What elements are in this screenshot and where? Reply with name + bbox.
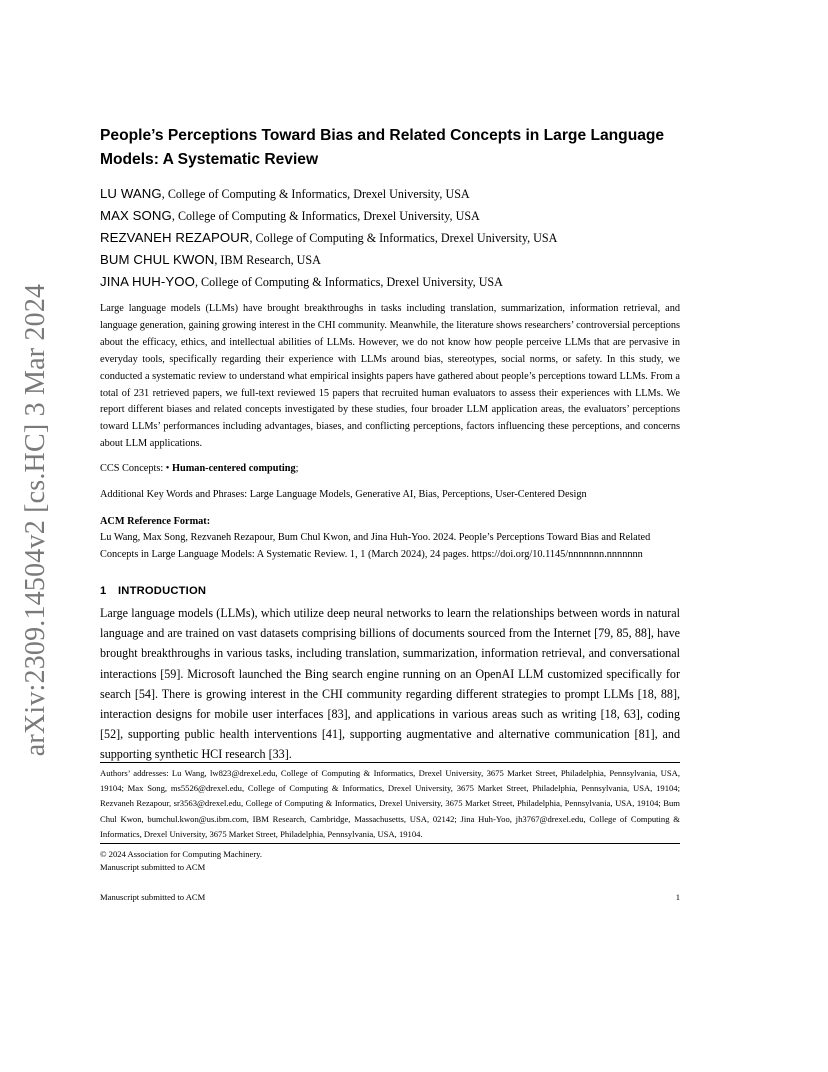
author-list — [100, 183, 680, 293]
author-name: REZVANEH REZAPOUR — [100, 230, 250, 245]
author-entry: REZVANEH REZAPOUR, College of Computing & Informatics, Drexel University, USA — [100, 230, 558, 245]
author-addresses-footnote: Authors’ addresses: Lu Wang, lw823@drexel.edu, College of Computing & Informatics, Drexel University, 3675 Market Street, Philadelphia, Pennsylvania, USA, 19104; Max Song, ms5526@drexel.edu, College of Computing & Informatics, Drexel University, 3675 Market Street, Philadelphia, Pennsylvania, USA, 19104; Rezvaneh Rezapour, sr3563@drexel.edu, College of Computing & Informatics, Drexel University, 3675 Market Street, Philadelphia, Pennsylvania, USA, 19104; Bum Chul Kwon, bumchul.kwon@us.ibm.com, IBM Research, Cambridge, Massachusetts, USA, 02142; Jina Huh-Yoo, jh3767@drexel.edu, College of Computing & Informatics, Drexel University, 3675 Market Street, Philadelphia, Pennsylvania, USA, 19104. — [100, 768, 680, 839]
paper-title: People’s Perceptions Toward Bias and Related Concepts in Large Language Models: A Systematic Review — [100, 127, 665, 168]
page-number: 1 — [675, 892, 680, 902]
page-footer — [100, 891, 680, 903]
author-name: LU WANG — [100, 186, 162, 201]
manuscript-notice: Manuscript submitted to ACM — [100, 862, 206, 873]
ccs-value: Human-centered computing — [171, 463, 296, 474]
author-affiliation: College of Computing & Informatics, Drexel University, USA — [255, 231, 558, 245]
footer-left-text: Manuscript submitted to ACM — [100, 892, 206, 902]
section-title: INTRODUCTION — [118, 585, 207, 597]
author-entry: BUM CHUL KWON, IBM Research, USA — [100, 252, 321, 267]
acm-reference-text: Lu Wang, Max Song, Rezvaneh Rezapour, Bum Chul Kwon, and Jina Huh-Yoo. 2024. People’s Perceptions Toward Bias and Related Concepts in Large Language Models: A Systematic Review. 1, 1 (March 2024), 24 pages. https://doi.org/10.1145/nnnnnnn.nnnnnnn — [100, 532, 651, 560]
section-heading — [100, 583, 680, 599]
acm-reference-heading: ACM Reference Format: — [100, 516, 211, 527]
author-affiliation: College of Computing & Informatics, Drexel University, USA — [201, 275, 503, 289]
footnote-divider — [100, 762, 680, 763]
copyright-line: © 2024 Association for Computing Machinery. — [100, 849, 263, 859]
keywords: Additional Key Words and Phrases: Large Language Models, Generative AI, Bias, Perceptions, User-Centered Design — [100, 489, 587, 500]
introduction-paragraph: Large language models (LLMs), which utilize deep neural networks to learn the relationships between words in natural language and are trained on vast datasets comprising billions of documents sourced from the Internet [79, 85, 88], have brought breakthroughs in various tasks, including translation, summarization, information retrieval, and conversational interactions [59]. Microsoft launched the Bing search engine running on an OpenAI LLM customized specifically for search [54]. There is growing interest in the CHI community regarding different strategies to prompt LLMs [18, 88], interaction designs for mobile user interfaces [83], and applications in various areas such as writing [18, 63], coding [52], supporting public health interventions [41], supporting augmentative and alternative communication [81], and supporting synthetic HCI research [33]. — [100, 606, 680, 762]
author-entry: LU WANG, College of Computing & Informatics, Drexel University, USA — [100, 186, 470, 201]
author-affiliation: College of Computing & Informatics, Drexel University, USA — [177, 209, 480, 223]
author-name: JINA HUH-YOO — [100, 274, 195, 289]
author-affiliation: IBM Research, USA — [220, 253, 321, 267]
arxiv-identifier-text: arXiv:2309.14504v2 [cs.HC] 3 Mar 2024 — [20, 283, 52, 757]
author-entry: MAX SONG, College of Computing & Informatics, Drexel University, USA — [100, 208, 480, 223]
copyright-notice — [100, 848, 680, 874]
author-name: BUM CHUL KWON — [100, 252, 215, 267]
arxiv-identifier — [12, 283, 60, 757]
author-affiliation: College of Computing & Informatics, Drexel University, USA — [167, 187, 470, 201]
ccs-label: CCS Concepts: • — [100, 463, 170, 474]
abstract: Large language models (LLMs) have brought breakthroughs in tasks including translation, summarization, information retrieval, and language generation, gaining growing interest in the CHI community. Meanwhile, the literature shows researchers’ controversial perceptions about the efficacy, ethics, and intellectual abilities of LLMs. However, we do not know how people perceive LLMs that are pervasive in everyday tools, specifically regarding their experience with LLMs around bias, stereotypes, social norms, or safety. In this study, we conducted a systematic review to understand what empirical insights papers have gathered about people’s perceptions toward LLMs. From a total of 231 retrieved papers, we full-text reviewed 15 papers that recruited human evaluators to assess their experiences with LLMs. We report different biases and related concepts investigated by these studies, four broader LLM application areas, the evaluators’ perceptions toward LLMs’ performances including advantages, biases, and conflicting perceptions, factors influencing these perceptions, and concerns about LLM applications. — [100, 303, 680, 450]
ccs-suffix: ; — [295, 463, 299, 474]
copyright-divider — [100, 843, 680, 844]
section-number: 1 — [100, 585, 107, 597]
author-entry: JINA HUH-YOO, College of Computing & Informatics, Drexel University, USA — [100, 274, 503, 289]
author-name: MAX SONG — [100, 208, 172, 223]
ccs-concepts — [100, 461, 680, 478]
